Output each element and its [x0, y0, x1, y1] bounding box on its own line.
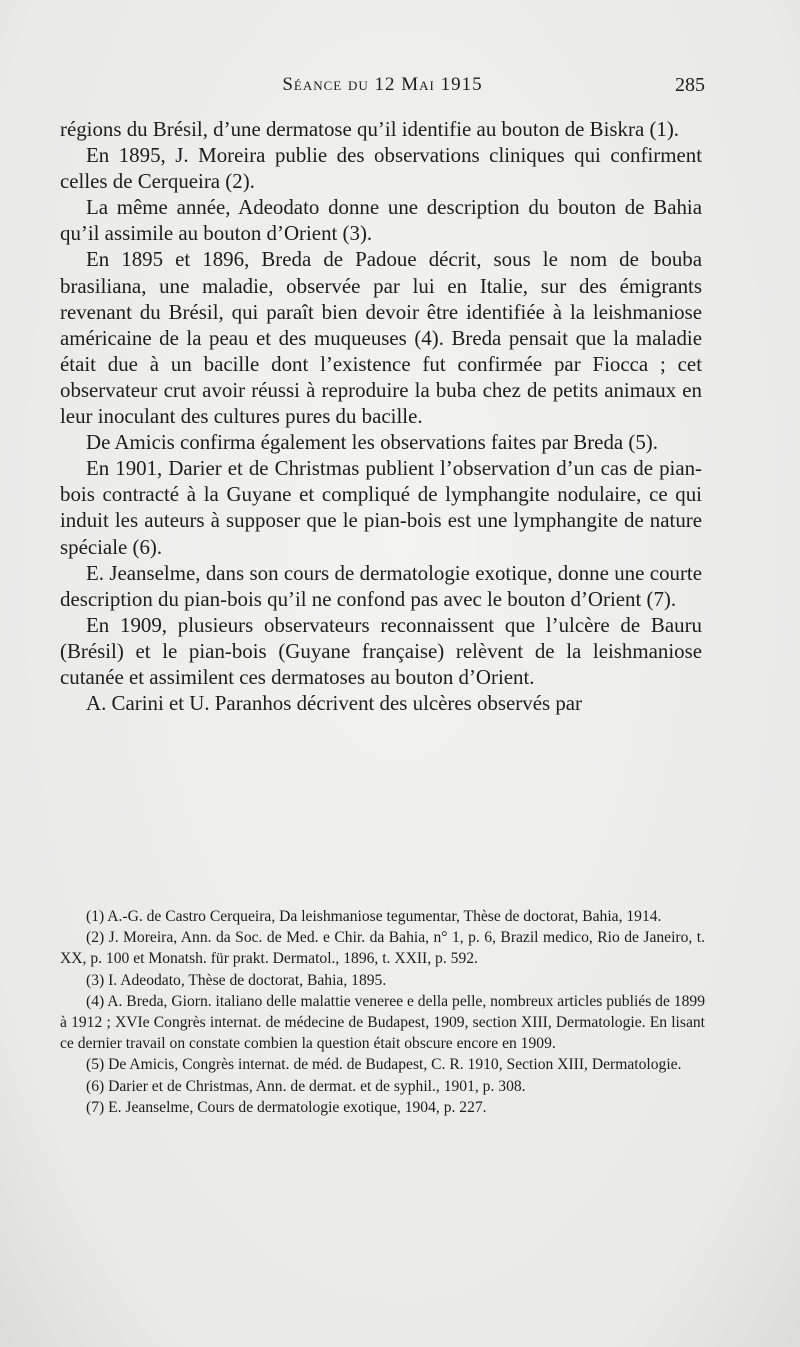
- paragraph: En 1909, plusieurs observateurs reconnaissent que l’ulcère de Bauru (Brésil) et le pian-bois (Guyane française) relèvent de la leishmaniose cutanée et assimilent ces dermatoses au bouton d’Orient.: [60, 612, 702, 689]
- footnote: (3) I. Adeodato, Thèse de doctorat, Bahia, 1895.: [86, 971, 387, 989]
- footnote: (1) A.-G. de Castro Cerqueira, Da leishmaniose tegumentar, Thèse de doctorat, Bahia, 1914.: [86, 908, 662, 925]
- paragraph: La même année, Adeodato donne une description du bouton de Bahia qu’il assimile au bouton d’Orient (3).: [60, 195, 702, 246]
- running-head: Séance du 12 Mai 1915: [282, 74, 483, 95]
- paragraph: En 1895, J. Moreira publie des observations cliniques qui confirment celles de Cerqueira (2).: [60, 143, 702, 194]
- paragraph: En 1901, Darier et de Christmas publient l’observation d’un cas de pian-bois contracté à la Guyane et compliqué de lymphangite nodulaire, ce qui induit les auteurs à supposer que le pian-bois est une lymphangite de nature spéciale (6).: [60, 456, 702, 559]
- paragraph: E. Jeanselme, dans son cours de dermatologie exotique, donne une courte description du pian-bois qu’il ne confond pas avec le bouton d’Orient (7).: [60, 560, 702, 611]
- footnote: (7) E. Jeanselme, Cours de dermatologie exotique, 1904, p. 227.: [86, 1098, 487, 1116]
- paragraph: En 1895 et 1896, Breda de Padoue décrit, sous le nom de bouba brasiliana, une maladie, observée par lui en Italie, sur des émigrants revenant du Brésil, qui paraît bien devoir être identifiée à la leishmaniose américaine de la peau et des muqueuses (4). Breda pensait que la maladie était due à un bacille dont l’existence fut confirmée par Fiocca ; cet observateur crut avoir réussi à reproduire la buba chez de petits animaux en leur inoculant des cultures pures du bacille.: [60, 247, 702, 429]
- paragraph: A. Carini et U. Paranhos décrivent des ulcères observés par: [86, 691, 582, 716]
- footnote: (4) A. Breda, Giorn. italiano delle malattie veneree e della pelle, nombreux articles publiés de 1899 à 1912 ; XVIe Congrès internat. de médecine de Budapest, 1909, section XIII, Dermatologie. En lisant ce dernier travail on constate combien la question était obscure encore en 1909.: [60, 992, 705, 1053]
- footnote: (6) Darier et de Christmas, Ann. de dermat. et de syphil., 1901, p. 308.: [86, 1077, 526, 1095]
- paragraph: régions du Brésil, d’une dermatose qu’il identifie au bouton de Biskra (1).: [60, 117, 680, 141]
- footnote: (2) J. Moreira, Ann. da Soc. de Med. e Chir. da Bahia, n° 1, p. 6, Brazil medico, Rio de Janeiro, t. XX, p. 100 et Monatsh. für prakt. Dermatol., 1896, t. XXII, p. 592.: [60, 929, 705, 968]
- footnote: (5) De Amicis, Congrès internat. de méd. de Budapest, C. R. 1910, Section XIII, Dermatologie.: [86, 1056, 682, 1074]
- page-number: 285: [675, 74, 705, 96]
- footnotes: [60, 906, 705, 1118]
- body-text: [60, 116, 702, 716]
- page-header: [60, 74, 705, 104]
- paragraph: De Amicis confirma également les observations faites par Breda (5).: [86, 430, 658, 455]
